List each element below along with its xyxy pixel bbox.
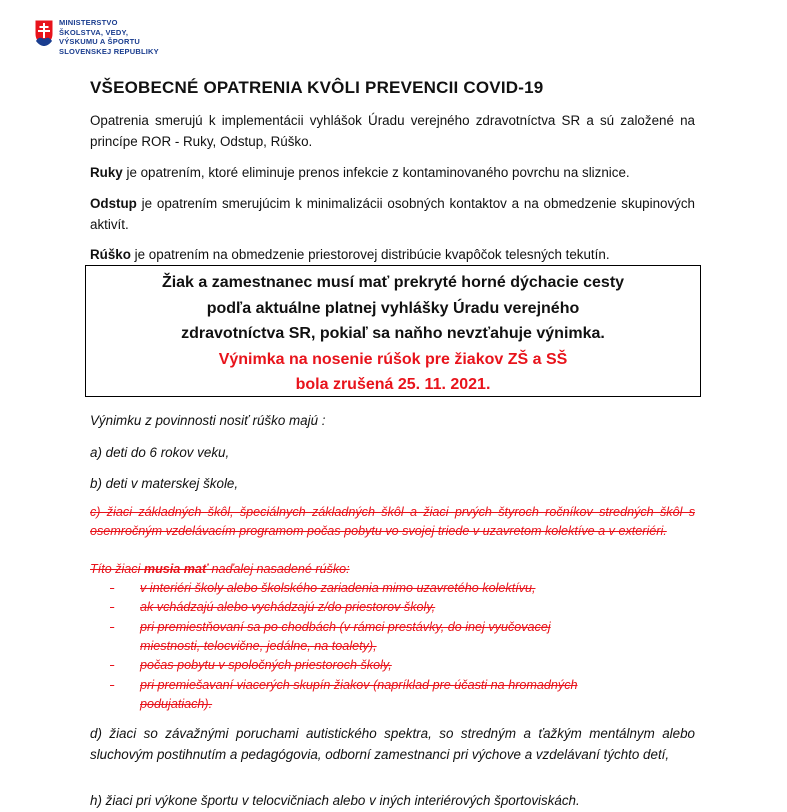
- box-red-line: Výnimka na nosenie rúšok pre žiakov ZŠ a SŠ: [218, 350, 568, 368]
- dash-bullet: -: [110, 678, 115, 692]
- ruky-paragraph: [90, 162, 695, 183]
- logo-line: MINISTERSTVO: [59, 18, 118, 27]
- dash-bullet: -: [110, 581, 115, 595]
- ruky-text: je opatrením, ktoré eliminuje prenos infekcie z kontaminovaného povrchu na sliznice.: [122, 165, 630, 180]
- exception-a: a) deti do 6 rokov veku,: [90, 445, 230, 460]
- exception-d: d) žiaci so závažnými poruchami autistického spektra, so stredným a ťažkým mentálnym alebo sluchovým postihnutím a pedagógovia, odborní zamestnanci pri výchove a vzdelávaní týchto detí,: [90, 726, 695, 762]
- ruky-term: Ruky: [90, 165, 123, 180]
- c-list-item-text: pri premiestňovaní sa po chodbách (v rámci prestávky, do inej vyučovacej: [140, 620, 551, 634]
- logo-line: SLOVENSKEJ REPUBLIKY: [59, 46, 159, 56]
- rusko-term: Rúško: [90, 247, 131, 262]
- c-note-bold: musia mať: [143, 562, 209, 576]
- slovak-coat-of-arms-icon: [34, 19, 54, 47]
- dash-bullet: -: [110, 600, 115, 614]
- exception-c-text: c) žiaci základných škôl, špeciálnych základných škôl a žiaci prvých štyroch ročníkov stredných škôl s osemročným vzdelávacím programom počas pobytu vo svojej triede v uzavretom kolektíve a v exteriéri.: [90, 505, 695, 538]
- exception-c-note: [90, 560, 695, 579]
- logo-line: VÝSKUMU A ŠPORTU: [59, 37, 140, 46]
- c-list-item-text: pri premiešavaní viacerých skupín žiakov (napríklad pre účasti na hromadných: [140, 678, 578, 692]
- c-list-item-continuation: miestnosti, telocvične, jedálne, na toalety),: [140, 639, 377, 653]
- c-note-prefix: Títo žiaci: [90, 562, 144, 576]
- c-note-suffix: naďalej nasadené rúško:: [208, 562, 350, 576]
- odstup-paragraph: [90, 193, 695, 235]
- page-title: VŠEOBECNÉ OPATRENIA KVÔLI PREVENCII COVID-19: [90, 78, 544, 97]
- ministry-name: [59, 18, 159, 56]
- odstup-term: Odstup: [90, 196, 137, 211]
- exception-c: [90, 503, 695, 541]
- c-list-item: [110, 618, 695, 637]
- c-list-item-text: počas pobytu v spoločných priestoroch školy,: [140, 658, 392, 672]
- ministry-logo: [34, 18, 159, 56]
- box-line: zdravotníctva SR, pokiaľ sa naňho nevzťahuje výnimka.: [181, 325, 605, 342]
- box-line: podľa aktuálne platnej vyhlášky Úradu verejného: [206, 299, 580, 317]
- c-list-item: [110, 656, 695, 675]
- rusko-paragraph: [90, 244, 695, 265]
- c-list-item-continuation: podujatiach).: [140, 697, 213, 711]
- rusko-text: je opatrením na obmedzenie priestorovej distribúcie kvapôčok telesných tekutín.: [130, 247, 610, 262]
- dash-bullet: -: [110, 658, 115, 672]
- c-list-item: [110, 676, 695, 695]
- exceptions-heading: Výnimku z povinnosti nosiť rúško majú :: [90, 413, 326, 428]
- c-list-item-text: ak vchádzajú alebo vychádzajú z/do priestorov školy,: [140, 600, 436, 614]
- odstup-text: je opatrením smerujúcim k minimalizácii osobných kontaktov a na obmedzenie skupinových aktivít.: [90, 196, 695, 232]
- intro-paragraph: Opatrenia smerujú k implementácii vyhlášok Úradu verejného zdravotníctva SR a sú založené na princípe ROR - Ruky, Odstup, Rúško.: [90, 113, 695, 149]
- mask-requirement-box: [85, 265, 701, 397]
- logo-line: ŠKOLSTVA, VEDY,: [59, 27, 129, 37]
- dash-bullet: -: [110, 620, 115, 634]
- box-red-line: bola zrušená 25. 11. 2021.: [295, 376, 491, 393]
- c-list-item: [110, 579, 695, 598]
- c-list-item: [110, 598, 695, 617]
- exception-b: b) deti v materskej škole,: [90, 476, 239, 491]
- exception-h: h) žiaci pri výkone športu v telocvičniach alebo v iných interiérových športoviskách.: [90, 793, 580, 808]
- c-list-item-text: v interiéri školy alebo školského zariadenia mimo uzavretého kolektívu,: [140, 581, 536, 595]
- box-line: Žiak a zamestnanec musí mať prekryté horné dýchacie cesty: [161, 274, 625, 291]
